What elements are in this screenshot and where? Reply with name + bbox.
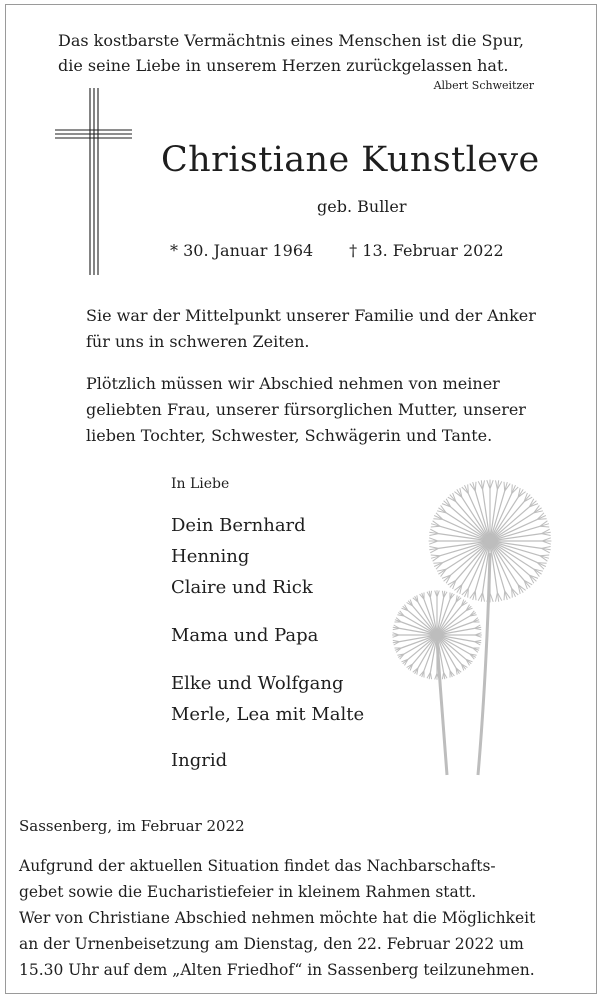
dandelion-head-large	[429, 480, 552, 603]
quote-author: Albert Schweitzer	[433, 79, 534, 92]
mourner-group	[171, 668, 364, 730]
paragraph-line: Sie war der Mittelpunkt unserer Familie und der Anker	[86, 306, 536, 325]
notice-line: gebet sowie die Eucharistiefeier in kleinem Rahmen statt.	[19, 883, 477, 901]
mourner-group	[171, 745, 227, 776]
farewell-paragraph	[86, 371, 526, 449]
mourner-name: Dein Bernhard	[171, 515, 306, 536]
mourner-group	[171, 510, 313, 603]
mourner-name: Merle, Lea mit Malte	[171, 704, 365, 725]
paragraph-line: geliebten Frau, unserer fürsorglichen Mutter, unserer	[86, 400, 526, 419]
mourner-name: Henning	[171, 546, 250, 567]
quote	[58, 28, 524, 78]
mourner-name: Mama und Papa	[171, 625, 319, 646]
mourner-name: Claire und Rick	[171, 577, 313, 598]
paragraph-line: lieben Tochter, Schwester, Schwägerin und Tante.	[86, 426, 493, 445]
notice-line: Aufgrund der aktuellen Situation findet das Nachbarschafts-	[19, 857, 496, 875]
dandelion-illustration	[392, 475, 572, 780]
cross-icon	[55, 88, 135, 276]
mourners-intro: In Liebe	[171, 476, 230, 492]
notice-line: an der Urnenbeisetzung am Dienstag, den 22. Februar 2022 um	[19, 935, 524, 953]
notice-line: Wer von Christiane Abschied nehmen möchte hat die Möglichkeit	[19, 909, 536, 927]
dandelion-head-small	[392, 590, 482, 680]
funeral-notice	[19, 853, 535, 983]
place-date: Sassenberg, im Februar 2022	[19, 817, 245, 835]
deceased-name: Christiane Kunstleve	[161, 140, 540, 180]
paragraph-line: für uns in schweren Zeiten.	[86, 332, 310, 351]
paragraph-line: Plötzlich müssen wir Abschied nehmen von meiner	[86, 374, 500, 393]
death-date: † 13. Februar 2022	[349, 241, 504, 260]
mourner-name: Ingrid	[171, 750, 228, 771]
birth-date: * 30. Januar 1964	[170, 241, 314, 260]
notice-line: 15.30 Uhr auf dem „Alten Friedhof“ in Sassenberg teilzunehmen.	[19, 961, 535, 979]
life-dates	[170, 241, 504, 260]
birth-name: geb. Buller	[317, 197, 407, 216]
mourner-group	[171, 620, 318, 651]
quote-line: Das kostbarste Vermächtnis eines Menschen ist die Spur,	[58, 31, 524, 50]
tribute-paragraph	[86, 303, 536, 355]
mourner-name: Elke und Wolfgang	[171, 673, 344, 694]
quote-line: die seine Liebe in unserem Herzen zurückgelassen hat.	[58, 56, 509, 75]
